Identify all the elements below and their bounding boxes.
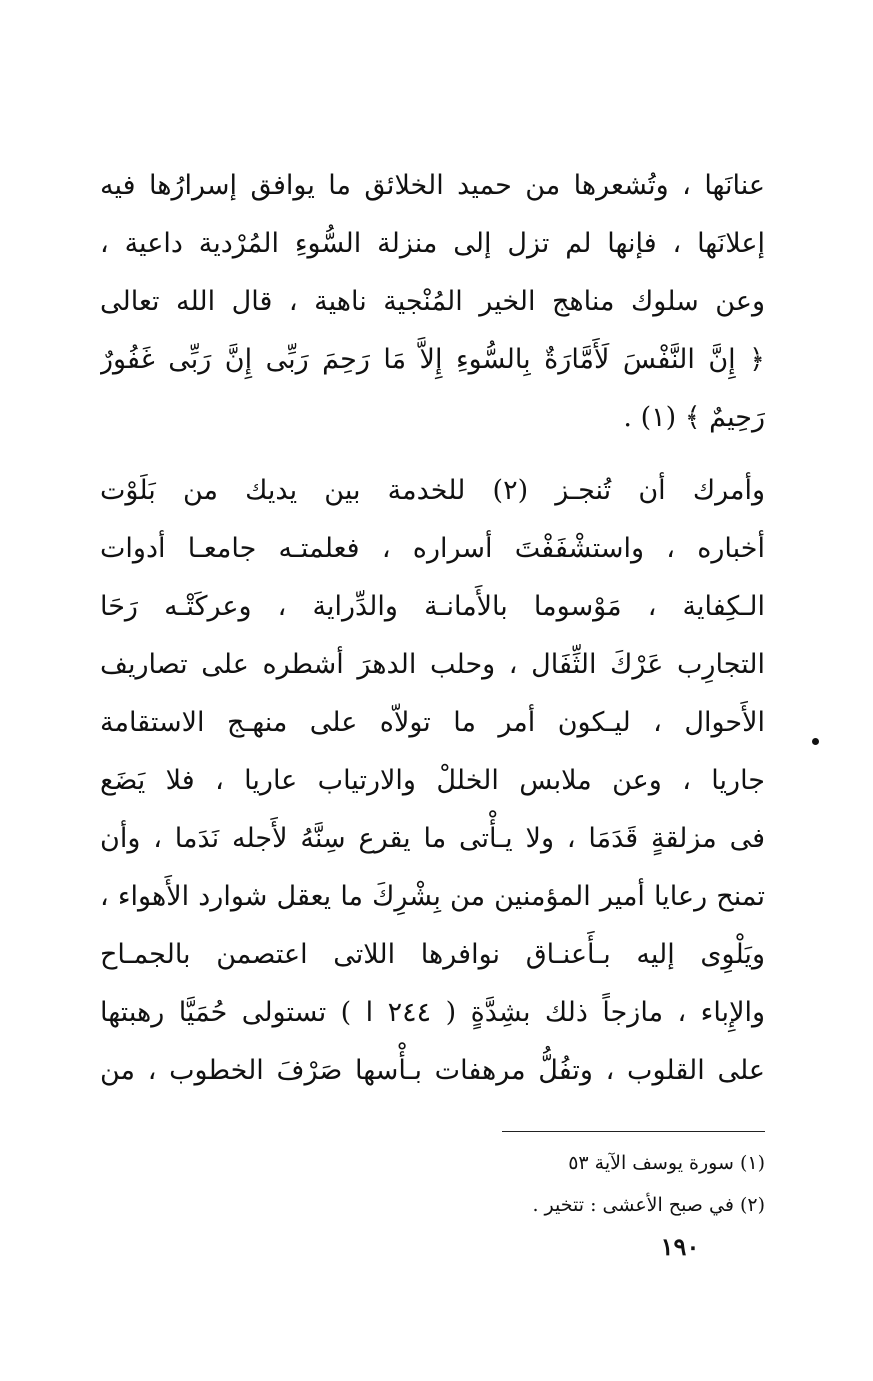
text-line: وعن سلوك مناهج الخير المُنْجية ناهية ، قال الله تعالى — [100, 286, 765, 317]
text-line: تمنح رعايا أمير المؤمنين من بِشْرِكَ ما يعقل شوارد الأَهواء ، — [100, 881, 765, 912]
text-line: جاريا ، وعن ملابس الخللْ والارتياب عاريا ، فلا يَضَع — [100, 765, 765, 796]
text-line: عنانَها ، وتُشعرها من حميد الخلائق ما يوافق إسرارُها فيه — [100, 170, 765, 201]
text-line: والإِباء ، مازجاً ذلك بشِدَّةٍ ( ٢٤٤ ا ) تستولى حُمَيَّا رهبتها — [100, 997, 765, 1028]
paragraph-1 — [100, 157, 765, 447]
text-line: ويَلْوِى إليه بـأَعنـاق نوافرها اللاتى اعتصمن بالجمـاح — [100, 939, 765, 970]
paragraph-2 — [100, 462, 765, 1100]
page-number: ١٩٠ — [660, 1232, 700, 1261]
footnotes — [480, 1142, 765, 1226]
text-line: التجارِب عَرْكَ الثِّفَال ، وحلب الدهرَ أشطره على تصاريف — [100, 649, 765, 680]
text-line: أخباره ، واستشْفَفْتَ أسراره ، فعلمتـه جامعـا أدوات — [100, 533, 765, 564]
footnote-divider — [502, 1131, 765, 1132]
text-line: على القلوب ، وتفُلُّ مرهفات بـأْسها صَرْفَ الخطوب ، من — [100, 1055, 765, 1086]
quran-verse-line-end: رَحِيمٌ ﴾ (١) . — [623, 402, 765, 433]
ink-dot — [812, 738, 819, 745]
text-line: الـكِفاية ، مَوْسوما بالأَمانـة والدِّراية ، وعركَتْـه رَحَا — [100, 591, 765, 622]
text-line: فى مزلقةٍ قَدَمَا ، ولا يـأْتى ما يقرع سِنَّهُ لأَجله نَدَما ، وأن — [100, 823, 765, 854]
quran-verse-line: ﴿ إِنَّ النَّفْسَ لَأَمَّارَةٌ بِالسُّوءِ إِلاَّ مَا رَحِمَ رَبِّى إِنَّ رَبِّى غَفُورٌ — [100, 344, 765, 375]
text-line: وأمرك أن تُنجـز (٢) للخدمة بين يديك من بَلَوْت — [100, 475, 765, 506]
text-line: الأَحوال ، ليـكون أمر ما تولاّه على منهـج الاستقامة — [100, 707, 765, 738]
footnote-2: (٢) في صبح الأعشى : تتخير . — [532, 1194, 765, 1216]
text-line: إعلانَها ، فإنها لم تزل إلى منزلة السُّوءِ المُرْدية داعية ، — [100, 228, 765, 259]
footnote-1: (١) سورة يوسف الآية ٥٣ — [568, 1152, 765, 1174]
